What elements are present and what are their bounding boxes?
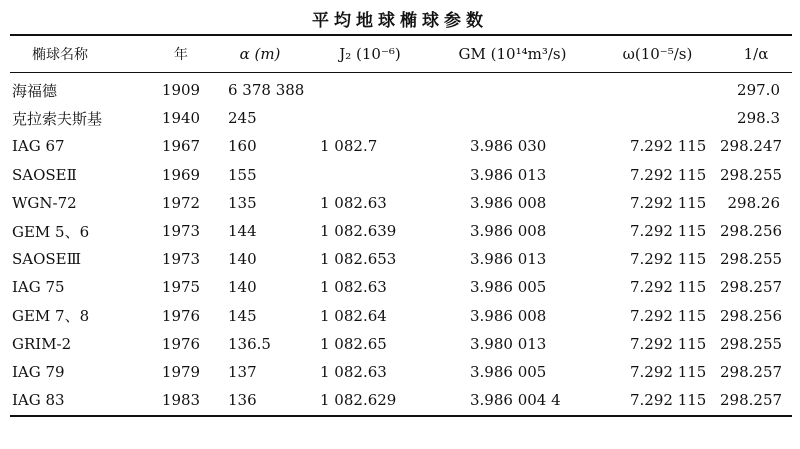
cell-name: IAG 79 [12,362,65,381]
cell-gm: 3.986 008 [470,193,547,212]
cell-name: IAG 67 [12,137,65,156]
cell-gm: 3.986 013 [470,165,547,184]
table-row [10,72,792,104]
cell-j2: 1 082.653 [320,250,397,269]
cell-j2 [310,104,430,132]
table-row [10,330,792,358]
cell-year: 1976 [161,306,201,325]
cell-year: 1969 [161,165,201,184]
cell-gm: 3.986 008 [470,222,547,241]
cell-year: 1940 [161,109,201,128]
cell-gm: 3.986 008 [470,306,547,325]
cell-j2: 1 082.63 [320,278,387,297]
cell-year: 1909 [161,81,201,100]
cell-gm: 3.980 013 [470,334,547,353]
cell-flattening: 298.255 [720,250,783,269]
cell-j2 [310,161,430,189]
table-row [10,132,792,160]
cell-semi-major-axis: 137 [228,362,257,381]
cell-omega: 7.292 115 [630,165,707,184]
cell-semi-major-axis: 6 378 388 [228,81,305,100]
cell-semi-major-axis: 245 [228,109,257,128]
cell-name: IAG 75 [12,278,65,297]
cell-semi-major-axis: 136.5 [228,334,271,353]
cell-j2: 1 082.63 [320,362,387,381]
table-row [10,217,792,245]
header-j2: J₂ (10⁻⁶) [339,45,401,63]
cell-omega: 7.292 115 [630,250,707,269]
table-row [10,245,792,273]
table-row [10,161,792,189]
cell-omega: 7.292 115 [630,137,707,156]
cell-j2: 1 082.64 [320,306,387,325]
cell-year: 1975 [161,278,201,297]
cell-year: 1967 [161,137,201,156]
cell-omega [595,104,720,132]
cell-flattening: 297.0 [737,81,780,100]
cell-name: WGN-72 [12,193,77,212]
cell-gm [430,104,595,132]
cell-flattening: 298.256 [720,306,783,325]
cell-omega: 7.292 115 [630,334,707,353]
cell-name: GEM 7、8 [12,307,90,326]
cell-name: IAG 83 [12,391,65,410]
table-row [10,104,792,132]
cell-flattening: 298.255 [720,334,783,353]
table-title: 平均地球椭球参数 [312,11,488,31]
header-flattening: 1/α [743,45,769,63]
cell-semi-major-axis: 140 [228,278,257,297]
cell-year: 1973 [161,222,201,241]
cell-flattening: 298.255 [720,165,783,184]
table-row [10,386,792,414]
cell-flattening: 298.247 [720,137,783,156]
cell-flattening: 298.256 [720,222,783,241]
cell-gm: 3.986 005 [470,278,547,297]
table-row [10,358,792,386]
cell-gm: 3.986 004 4 [470,391,561,410]
cell-semi-major-axis: 160 [228,137,257,156]
cell-year: 1983 [161,391,201,410]
cell-name: 海福德 [12,81,58,100]
cell-name: GRIM-2 [12,334,72,353]
cell-semi-major-axis: 135 [228,193,257,212]
header-row [10,36,792,72]
cell-j2: 1 082.629 [320,391,397,410]
cell-year: 1972 [161,193,201,212]
ellipsoid-parameters-table [10,36,792,414]
header-gm: GM (10¹⁴m³/s) [458,45,567,63]
cell-omega: 7.292 115 [630,362,707,381]
cell-j2 [310,72,430,104]
cell-semi-major-axis: 140 [228,250,257,269]
table-row [10,273,792,301]
cell-name: 克拉索夫斯基 [12,109,103,128]
cell-name: SAOSEⅡ [12,165,77,184]
cell-j2: 1 082.63 [320,193,387,212]
cell-flattening: 298.257 [720,278,783,297]
cell-j2: 1 082.7 [320,137,378,156]
cell-omega: 7.292 115 [630,391,707,410]
cell-gm [430,72,595,104]
table-row [10,189,792,217]
cell-omega: 7.292 115 [630,278,707,297]
cell-semi-major-axis: 144 [228,222,257,241]
cell-year: 1979 [161,362,201,381]
cell-flattening: 298.257 [720,362,783,381]
cell-omega: 7.292 115 [630,222,707,241]
header-year: 年 [174,47,188,63]
cell-semi-major-axis: 155 [228,165,257,184]
header-omega: ω(10⁻⁵/s) [622,45,693,63]
header-semi-major-axis: α (m) [239,45,281,63]
table-row [10,302,792,330]
cell-semi-major-axis: 136 [228,391,257,410]
header-name: 椭球名称 [32,47,88,63]
cell-omega: 7.292 115 [630,193,707,212]
cell-gm: 3.986 005 [470,362,547,381]
bottom-rule [10,415,792,417]
cell-omega: 7.292 115 [630,306,707,325]
cell-flattening: 298.26 [727,193,780,212]
cell-gm: 3.986 013 [470,250,547,269]
cell-omega [595,72,720,104]
cell-year: 1976 [161,334,201,353]
cell-name: SAOSEⅢ [12,250,82,269]
cell-flattening: 298.257 [720,391,783,410]
cell-j2: 1 082.65 [320,334,387,353]
cell-name: GEM 5、6 [12,222,90,241]
cell-semi-major-axis: 145 [228,306,257,325]
cell-flattening: 298.3 [737,109,780,128]
cell-j2: 1 082.639 [320,222,397,241]
cell-year: 1973 [161,250,201,269]
cell-gm: 3.986 030 [470,137,547,156]
